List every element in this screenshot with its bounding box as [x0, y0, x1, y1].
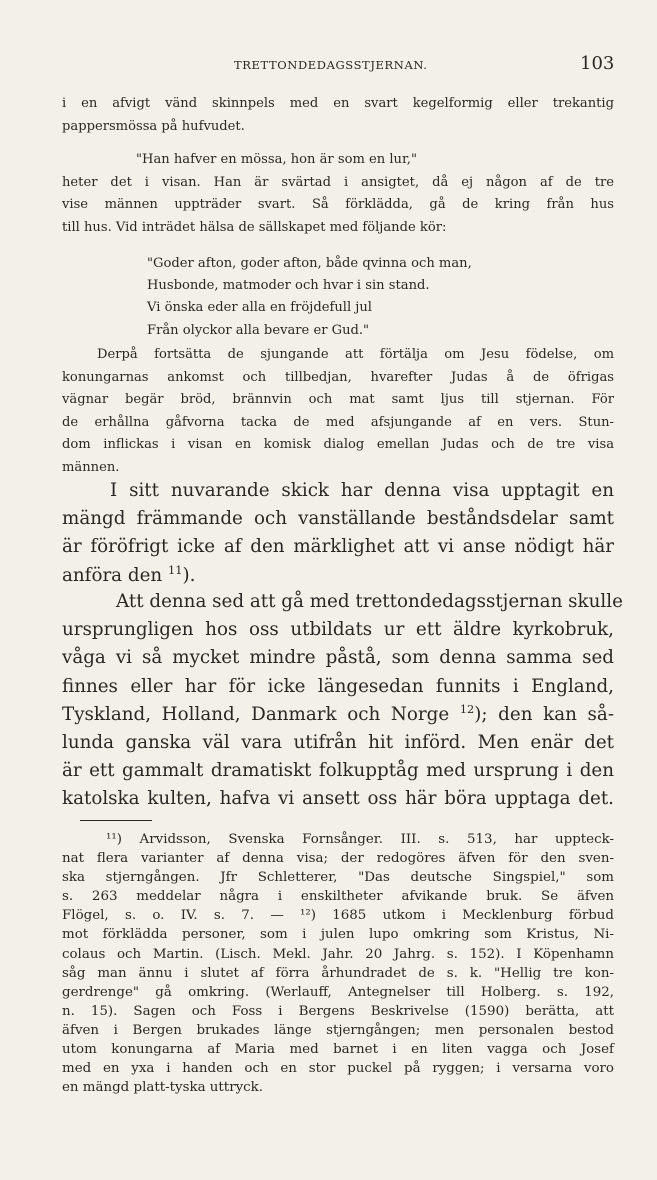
footnote-line: äfven i Bergen brukades länge stjerngången; men personalen bestod: [62, 1022, 614, 1038]
footnote-line: såg man ännu i slutet af förra århundradet de s. k. "Hellig tre kon-: [62, 965, 614, 981]
text-line: i en afvigt vänd skinnpels med en svart kegelformig eller trekantig: [62, 96, 614, 111]
text-line: de erhållna gåfvorna tacka de med afsjungande af en vers. Stun-: [62, 414, 614, 430]
footnote-line: gerdrenge" gå omkring. (Werlauff, Antegnelser till Holberg. s. 192,: [62, 984, 614, 1000]
footnotes: [62, 830, 614, 1097]
paragraph-5: [62, 588, 623, 814]
text-line: [62, 701, 614, 729]
text-line: konungarnas ankomst och tillbedjan, hvarefter Judas å de öfrigas: [62, 369, 614, 385]
footnote-divider: [80, 820, 152, 821]
text-fragment: ); den kan så-: [474, 703, 615, 725]
text-line: finnes eller har för icke längesedan funnits i England,: [62, 675, 614, 697]
footnote-line: s. 263 meddelar några i enskiltheter afvikande bruk. Se äfven: [62, 889, 614, 905]
text-line: heter det i visan. Han är svärtad i ansigtet, då ej någon af de tre: [62, 174, 614, 190]
text-line: [62, 562, 614, 590]
verse-quote: [147, 253, 567, 342]
verse-line: Husbonde, matmoder och hvar i sin stand.: [147, 278, 430, 294]
footnote-marker: 11: [168, 562, 183, 577]
text-line: lunda ganska väl vara utifrån hit införd. Men enär det: [62, 732, 614, 754]
text-line: mängd främmande och vanställande beståndsdelar samt: [62, 508, 614, 530]
footnote-line: en mängd platt-tyska uttryck.: [62, 1080, 264, 1096]
running-head: TRETTONDEDAGSSTJERNAN.: [234, 58, 428, 72]
text-fragment: Tyskland, Holland, Danmark och Norge: [62, 703, 450, 725]
footnote-line: utom konungarna af Maria med barnet i en liten vagga och Josef: [62, 1042, 614, 1058]
text-fragment: ).: [182, 564, 196, 586]
footnote-line: ska stjerngången. Jfr Schletterer, "Das deutsche Singspiel," som: [62, 870, 614, 886]
text-line: är föröfrigt icke af den märklighet att vi anse nödigt här: [62, 536, 614, 558]
text-fragment: anföra den: [62, 564, 163, 586]
text-line: pappersmössa på hufvudet.: [62, 118, 245, 134]
text-line: ursprungligen hos oss utbildats ur ett äldre kyrkobruk,: [62, 619, 614, 641]
footnote-line: med en yxa i handen och en stor puckel på ryggen; i versarna voro: [62, 1061, 614, 1077]
text-line: Derpå fortsätta de sjungande att förtälja om Jesu födelse, om: [97, 347, 614, 362]
footnote-line: nat flera varianter af denna visa; der redogöres äfven för den sven-: [62, 851, 614, 867]
text-line: till hus. Vid inträdet hälsa de sällskapet med följande kör:: [62, 219, 447, 235]
text-line: männen.: [62, 459, 120, 475]
text-line: dom inflickas i visan en komisk dialog emellan Judas och de tre visa: [62, 437, 614, 452]
verse-line: "Goder afton, goder afton, både qvinna och man,: [147, 256, 472, 271]
footnote-marker: 12: [459, 701, 475, 716]
text-line: vägnar begär bröd, brännvin och mat samt ljus till stjernan. För: [62, 392, 614, 407]
verse-line: Vi önska eder alla en fröjdefull jul: [147, 300, 372, 316]
footnote-line: colaus och Martin. (Lisch. Mekl. Jahr. 20 Jahrg. s. 152). I Köpenhamn: [62, 946, 614, 962]
text-line: Att denna sed att gå med trettondedagsstjernan skulle: [116, 591, 623, 612]
page-number: 103: [580, 53, 615, 74]
text-line: katolska kulten, hafva vi ansett oss här böra upptaga det.: [62, 788, 614, 810]
paragraph-3: [62, 344, 614, 479]
footnote-line: Flögel, s. o. IV. s. 7. — ¹²) 1685 utkom i Mecklenburg förbud: [62, 908, 614, 924]
text-line: I sitt nuvarande skick har denna visa upptagit en: [110, 480, 614, 501]
text-line: våga vi så mycket mindre påstå, som denna samma sed: [62, 647, 614, 669]
paragraph-4: [62, 477, 614, 590]
text-line: vise männen uppträder svart. Så förklädda, gå de kring från hus: [62, 197, 614, 212]
footnote-line: mot förklädda personer, som i julen lupo omkring som Kristus, Ni-: [62, 927, 614, 943]
text-line: är ett gammalt dramatiskt folkupptåg med ursprung i den: [62, 760, 614, 782]
verse-line: Från olyckor alla bevare er Gud.": [147, 322, 370, 338]
paragraph-1: [62, 93, 614, 138]
paragraph-2: [62, 149, 614, 239]
footnote-line: n. 15). Sagen och Foss i Bergens Beskrivelse (1590) berätta, att: [62, 1003, 614, 1019]
text-line: "Han hafver en mössa, hon är som en lur,": [136, 152, 417, 167]
footnote-line: ¹¹) Arvidsson, Svenska Fornsånger. III. s. 513, har uppteck-: [106, 832, 614, 847]
